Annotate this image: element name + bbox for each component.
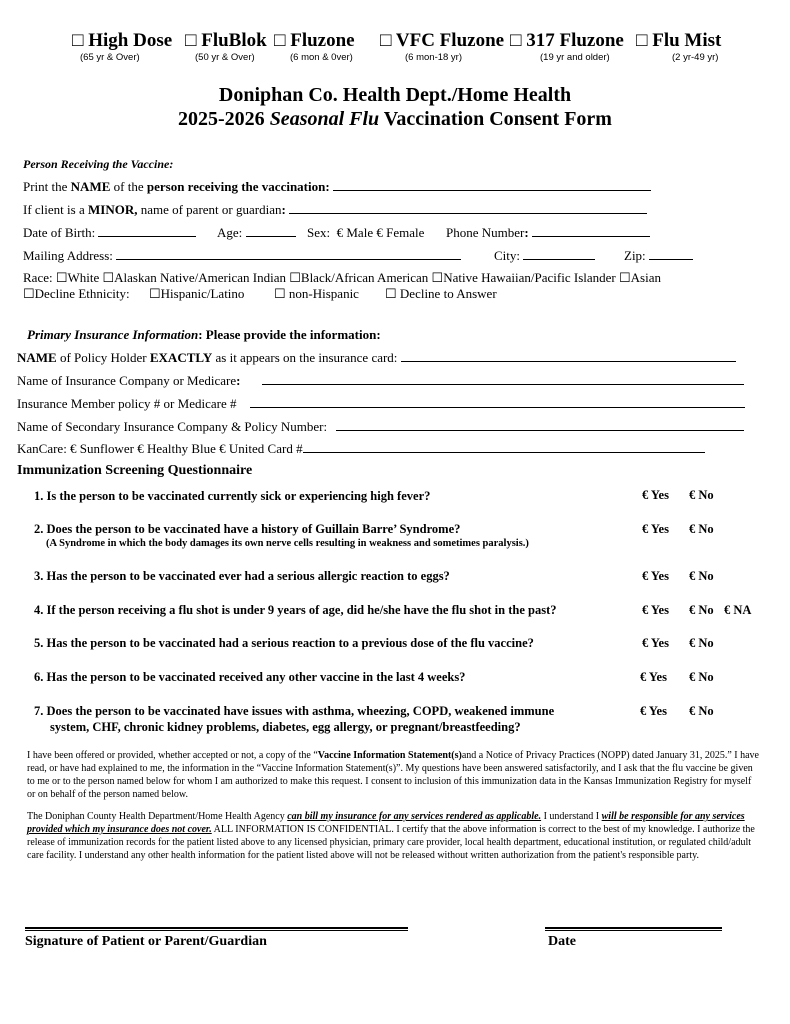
high-dose-age: (65 yr & Over): [80, 52, 140, 63]
sex-male-option[interactable]: € Male: [336, 225, 374, 240]
ethnicity-decline[interactable]: ☐Decline Ethnicity:: [23, 286, 130, 301]
kancare-field[interactable]: KanCare: € Sunflower € Healthy Blue € United Card #: [17, 441, 705, 457]
q1-no[interactable]: € No: [689, 488, 714, 502]
q3-no[interactable]: € No: [689, 569, 714, 583]
q6-yes[interactable]: € Yes: [640, 670, 667, 684]
sex-female-option[interactable]: € Female: [376, 225, 425, 240]
question-7: 7. Does the person to be vaccinated have issues with asthma, wheezing, COPD, weakened immune: [34, 704, 555, 718]
checkbox-flu-mist[interactable]: □ Flu Mist: [636, 30, 722, 51]
secondary-insurance-field[interactable]: Name of Secondary Insurance Company & Policy Number:: [17, 419, 744, 435]
checkbox-flublok[interactable]: □ FluBlok: [185, 30, 267, 51]
screening-heading: Immunization Screening Questionnaire: [17, 463, 253, 478]
checkbox-high-dose[interactable]: □ High Dose: [72, 30, 173, 51]
ethnicity-hispanic[interactable]: ☐Hispanic/Latino: [149, 286, 245, 301]
317-fluzone-age: (19 yr and older): [540, 52, 610, 63]
question-5: 5. Has the person to be vaccinated had a serious reaction to a previous dose of the flu vaccine?: [34, 636, 534, 650]
consent-paragraph-billing: The Doniphan County Health Department/Home Health Agency can bill my insurance for any services rendered as applicable. I understand I will be responsible for any services provided which my insurance does not cover. ALL INFORMATION IS CONFIDENTIAL. I certify that the above information is correct to the best of my knowledge. I authorize the release of immunization records for the patient listed above to any licensed physician, primary care provider, local health department, educational institution, or regulated child/adult care facility. I understand any other health information for the patient listed above will not be released without written authorization from the patient's responsible party.: [27, 811, 755, 861]
signature-line[interactable]: [25, 927, 408, 931]
q2-no[interactable]: € No: [689, 522, 714, 536]
question-6: 6. Has the person to be vaccinated received any other vaccine in the last 4 weeks?: [34, 670, 466, 684]
insurance-company-field[interactable]: Name of Insurance Company or Medicare:: [17, 373, 744, 389]
q7-no[interactable]: € No: [689, 704, 714, 718]
ethnicity-decline-answer[interactable]: ☐ Decline to Answer: [385, 286, 497, 301]
question-2-note: (A Syndrome in which the body damages its own nerve cells resulting in weakness and sometimes paralysis.): [46, 538, 529, 549]
age-field[interactable]: Age:: [217, 225, 296, 241]
date-label: Date: [548, 934, 576, 949]
q2-yes[interactable]: € Yes: [642, 522, 669, 536]
question-4: 4. If the person receiving a flu shot is under 9 years of age, did he/she have the flu shot in the past?: [34, 603, 557, 617]
dob-field[interactable]: Date of Birth:: [23, 225, 196, 241]
insurance-section-heading: Primary Insurance Information: Please provide the information:: [27, 327, 381, 342]
consent-paragraph-vis: I have been offered or provided, whether accepted or not, a copy of the “Vaccine Information Statement(s)and a Notice of Privacy Practices (NOPP) dated January 31, 2025.” I have read, or have had explained to me, the information in the “Vaccine Information Statement(s)”. My questions have been answered satisfactorily, and I ask that the flu vaccine be given to me or to the person named below for whom I am authorized to make this request. I consent to inclusion of this immunization data in the Kansas Immunization Registry for myself or on behalf of the person named below.: [27, 750, 759, 800]
q4-yes[interactable]: € Yes: [642, 603, 669, 617]
checkbox-fluzone[interactable]: □ Fluzone: [274, 30, 355, 51]
question-2: 2. Does the person to be vaccinated have a history of Guillain Barre’ Syndrome?: [34, 522, 461, 536]
q4-no[interactable]: € No: [689, 603, 714, 617]
q5-yes[interactable]: € Yes: [642, 636, 669, 650]
guardian-field[interactable]: If client is a MINOR, name of parent or guardian:: [23, 202, 647, 218]
vfc-fluzone-age: (6 mon-18 yr): [405, 52, 463, 63]
q5-no[interactable]: € No: [689, 636, 714, 650]
ethnicity-non-hispanic[interactable]: ☐ non-Hispanic: [274, 286, 359, 301]
q1-yes[interactable]: € Yes: [642, 488, 669, 502]
fluzone-age: (6 mon & 0ver): [290, 52, 353, 63]
q6-no[interactable]: € No: [689, 670, 714, 684]
title-seasonal: Seasonal Flu: [269, 108, 380, 130]
date-line[interactable]: [545, 927, 722, 931]
q7-yes[interactable]: € Yes: [640, 704, 667, 718]
checkbox-vfc-fluzone[interactable]: □ VFC Fluzone: [380, 30, 505, 51]
name-field[interactable]: Print the NAME of the person receiving the vaccination:: [23, 179, 651, 195]
flu-mist-age: (2 yr-49 yr): [672, 52, 719, 63]
policy-holder-field[interactable]: NAME of Policy Holder EXACTLY as it appears on the insurance card:: [17, 350, 736, 366]
q4-na[interactable]: € NA: [724, 603, 752, 617]
title-year: 2025-2026: [178, 108, 270, 130]
flublok-age: (50 yr & Over): [195, 52, 255, 63]
question-1: 1. Is the person to be vaccinated currently sick or experiencing high fever?: [34, 489, 431, 503]
checkbox-317-fluzone[interactable]: □ 317 Fluzone: [510, 30, 624, 51]
question-3: 3. Has the person to be vaccinated ever had a serious allergic reaction to eggs?: [34, 569, 450, 583]
sex-field[interactable]: Sex: € Male € Female: [307, 225, 425, 240]
race-options[interactable]: Race: ☐White ☐Alaskan Native/American Indian ☐Black/African American ☐Native Hawaiian/Pacific Islander ☐Asian: [23, 270, 661, 285]
member-policy-field[interactable]: Insurance Member policy # or Medicare #: [17, 396, 745, 412]
city-field[interactable]: City:: [494, 248, 595, 264]
form-title-org: Doniphan Co. Health Dept./Home Health: [218, 84, 572, 106]
phone-field[interactable]: Phone Number:: [446, 225, 650, 241]
title-rest: Vaccination Consent Form: [379, 108, 612, 130]
question-7-cont: system, CHF, chronic kidney problems, diabetes, egg allergy, or pregnant/breastfeeding?: [50, 720, 521, 734]
person-section-heading: Person Receiving the Vaccine:: [23, 157, 174, 171]
q3-yes[interactable]: € Yes: [642, 569, 669, 583]
signature-label: Signature of Patient or Parent/Guardian: [25, 934, 267, 949]
zip-field[interactable]: Zip:: [624, 248, 693, 264]
address-field[interactable]: Mailing Address:: [23, 248, 461, 264]
form-title: [0, 108, 790, 131]
